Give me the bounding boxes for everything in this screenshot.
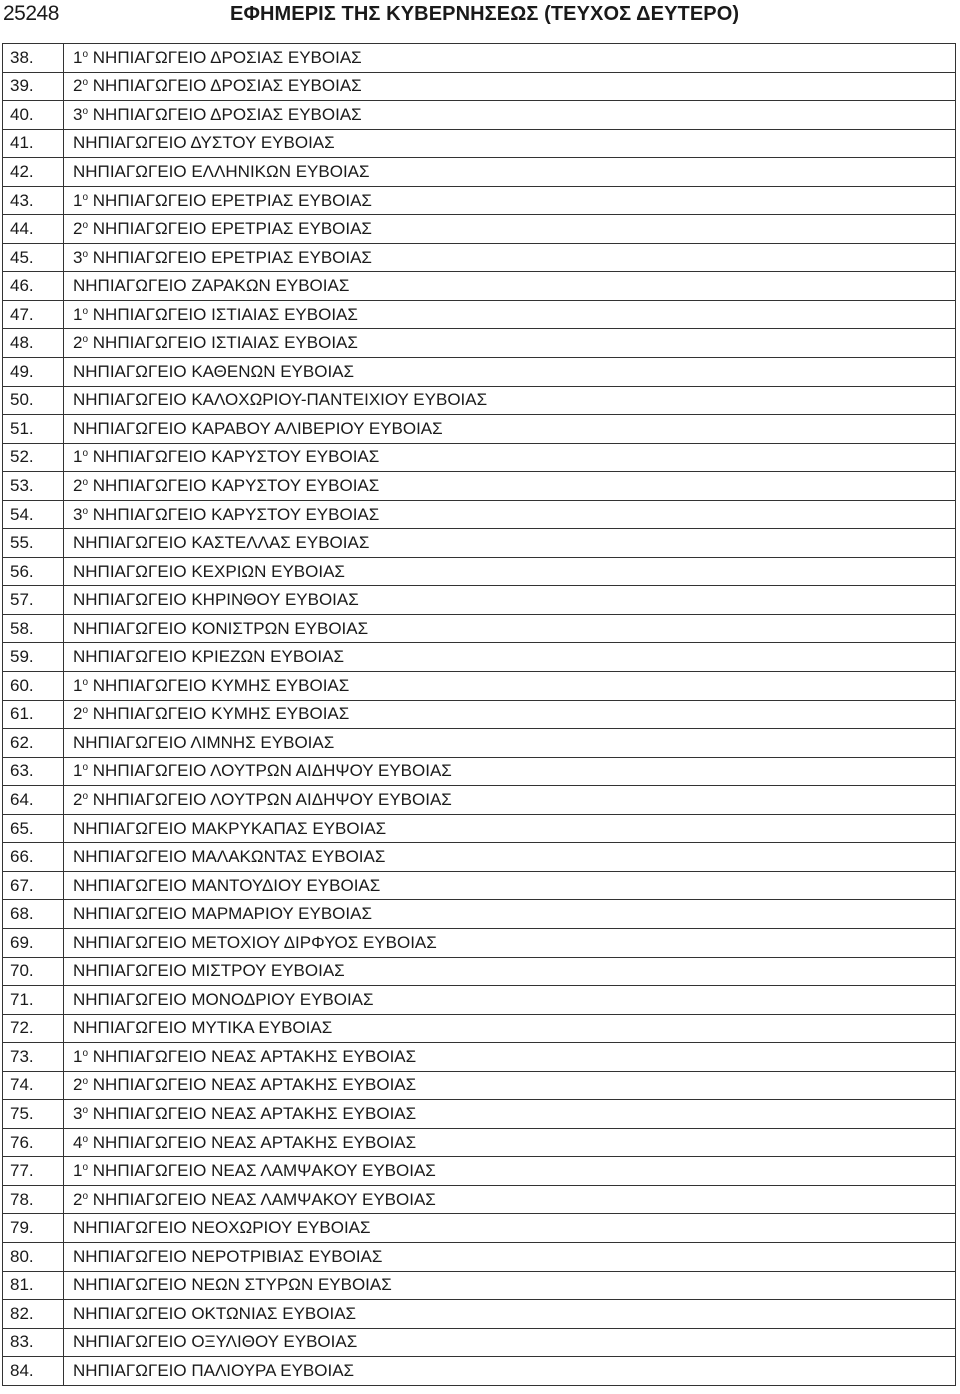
school-name: ΝΗΠΙΑΓΩΓΕΙΟ ΜΙΣΤΡΟΥ ΕΥΒΟΙΑΣ [73,961,345,981]
school-name: ΝΗΠΙΑΓΩΓΕΙΟ ΛΙΜΝΗΣ ΕΥΒΟΙΑΣ [73,732,335,752]
row-number: 64. [3,786,64,815]
school-name-cell [64,1300,956,1329]
row-number: 46. [3,272,64,301]
row-number: 47. [3,300,64,329]
school-name: ΝΗΠΙΑΓΩΓΕΙΟ ΝΕΑΣ ΑΡΤΑΚΗΣ ΕΥΒΟΙΑΣ [92,1104,417,1123]
school-name: ΝΗΠΙΑΓΩΓΕΙΟ ΜΑΝΤΟΥΔΙΟΥ ΕΥΒΟΙΑΣ [73,875,381,895]
school-name-cell [64,786,956,815]
row-number: 41. [3,129,64,158]
ordinal-number: 1 [73,190,83,210]
row-number: 55. [3,529,64,558]
school-name-cell [64,72,956,101]
ordinal-suffix: ο [82,77,89,89]
ordinal-suffix: ο [82,762,89,774]
table-row [3,871,956,900]
table-row [3,529,956,558]
school-name: ΝΗΠΙΑΓΩΓΕΙΟ ΚΕΧΡΙΩΝ ΕΥΒΟΙΑΣ [73,561,345,581]
table-row [3,1157,956,1186]
ordinal-suffix: ο [82,48,89,60]
table-row [3,272,956,301]
row-number: 44. [3,215,64,244]
school-name: ΝΗΠΙΑΓΩΓΕΙΟ ΚΑΡΥΣΤΟΥ ΕΥΒΟΙΑΣ [92,447,380,467]
school-name-cell [64,1100,956,1129]
table-row [3,1271,956,1300]
table-row [3,1300,956,1329]
school-name: ΝΗΠΙΑΓΩΓΕΙΟ ΔΡΟΣΙΑΣ ΕΥΒΟΙΑΣ [92,104,362,124]
school-name: ΝΗΠΙΑΓΩΓΕΙΟ ΜΥΤΙΚΑ ΕΥΒΟΙΑΣ [73,1018,333,1038]
table-row [3,1043,956,1072]
school-name: ΝΗΠΙΑΓΩΓΕΙΟ ΜΑΡΜΑΡΙΟΥ ΕΥΒΟΙΑΣ [73,904,372,924]
school-name: ΝΗΠΙΑΓΩΓΕΙΟ ΚΥΜΗΣ ΕΥΒΟΙΑΣ [92,704,350,724]
table-row [3,643,956,672]
school-name: ΝΗΠΙΑΓΩΓΕΙΟ ΜΑΚΡΥΚΑΠΑΣ ΕΥΒΟΙΑΣ [73,818,387,838]
row-number: 61. [3,700,64,729]
ordinal-number: 1 [73,1046,83,1066]
school-name-cell [64,614,956,643]
row-number: 70. [3,957,64,986]
table-row [3,386,956,415]
table-row [3,358,956,387]
ordinal-number: 1 [73,761,83,781]
row-number: 74. [3,1071,64,1100]
ordinal-number: 1 [73,675,83,695]
school-name-cell [64,586,956,615]
row-number: 42. [3,158,64,187]
ordinal-number: 3 [73,247,83,267]
school-name-cell [64,557,956,586]
row-number: 67. [3,871,64,900]
school-name: ΝΗΠΙΑΓΩΓΕΙΟ ΠΑΛΙΟΥΡΑ ΕΥΒΟΙΑΣ [73,1360,355,1380]
row-number: 45. [3,243,64,272]
ordinal-number: 2 [73,789,83,809]
school-name: ΝΗΠΙΑΓΩΓΕΙΟ ΝΕΡΟΤΡΙΒΙΑΣ ΕΥΒΟΙΑΣ [73,1246,383,1266]
table-row [3,614,956,643]
row-number: 59. [3,643,64,672]
school-name-cell [64,1214,956,1243]
table-row [3,1100,956,1129]
table-row [3,158,956,187]
school-name: ΝΗΠΙΑΓΩΓΕΙΟ ΕΡΕΤΡΙΑΣ ΕΥΒΟΙΑΣ [92,247,372,267]
school-name: ΝΗΠΙΑΓΩΓΕΙΟ ΜΑΛΑΚΩΝΤΑΣ ΕΥΒΟΙΑΣ [73,847,386,867]
school-name-cell [64,1328,956,1357]
school-name-cell [64,358,956,387]
school-name: ΝΗΠΙΑΓΩΓΕΙΟ ΙΣΤΙΑΙΑΣ ΕΥΒΟΙΑΣ [92,333,358,353]
school-list-table [2,43,956,1386]
table-row [3,1071,956,1100]
row-number: 69. [3,928,64,957]
ordinal-suffix: ο [82,1162,89,1174]
page-header [0,0,960,36]
school-name-cell [64,300,956,329]
school-name: ΝΗΠΙΑΓΩΓΕΙΟ ΔΡΟΣΙΑΣ ΕΥΒΟΙΑΣ [92,47,362,67]
ordinal-number: 2 [73,1189,83,1209]
ordinal-suffix: ο [82,1076,89,1088]
school-name-cell [64,500,956,529]
row-number: 52. [3,443,64,472]
school-name-cell [64,472,956,501]
ordinal-number: 3 [73,104,83,124]
school-name: ΝΗΠΙΑΓΩΓΕΙΟ ΚΥΜΗΣ ΕΥΒΟΙΑΣ [92,675,350,695]
table-row [3,443,956,472]
school-name: ΝΗΠΙΑΓΩΓΕΙΟ ΚΑΣΤΕΛΛΑΣ ΕΥΒΟΙΑΣ [73,533,370,553]
ordinal-number: 1 [73,1161,83,1181]
ordinal-number: 4 [73,1132,83,1152]
school-name-cell [64,729,956,758]
table-row [3,700,956,729]
table-row [3,44,956,73]
school-name-cell [64,928,956,957]
school-name: ΝΗΠΙΑΓΩΓΕΙΟ ΕΛΛΗΝΙΚΩΝ ΕΥΒΟΙΑΣ [73,161,370,181]
school-name-cell [64,1043,956,1072]
row-number: 49. [3,358,64,387]
school-name-cell [64,101,956,130]
school-name: ΝΗΠΙΑΓΩΓΕΙΟ ΜΕΤΟΧΙΟΥ ΔΙΡΦΥΟΣ ΕΥΒΟΙΑΣ [73,932,437,952]
row-number: 50. [3,386,64,415]
school-name: ΝΗΠΙΑΓΩΓΕΙΟ ΜΟΝΟΔΡΙΟΥ ΕΥΒΟΙΑΣ [73,989,374,1009]
school-name: ΝΗΠΙΑΓΩΓΕΙΟ ΕΡΕΤΡΙΑΣ ΕΥΒΟΙΑΣ [92,219,372,239]
row-number: 63. [3,757,64,786]
table-row [3,1014,956,1043]
table-row [3,243,956,272]
row-number: 62. [3,729,64,758]
school-name: ΝΗΠΙΑΓΩΓΕΙΟ ΟΞΥΛΙΘΟΥ ΕΥΒΟΙΑΣ [73,1332,358,1352]
ordinal-suffix: ο [82,705,89,717]
school-name-cell [64,272,956,301]
school-name: ΝΗΠΙΑΓΩΓΕΙΟ ΝΕΑΣ ΑΡΤΑΚΗΣ ΕΥΒΟΙΑΣ [92,1046,417,1066]
school-name: ΝΗΠΙΑΓΩΓΕΙΟ ΟΚΤΩΝΙΑΣ ΕΥΒΟΙΑΣ [73,1303,357,1323]
ordinal-number: 2 [73,1075,83,1095]
table-row [3,1128,956,1157]
row-number: 73. [3,1043,64,1072]
table-row [3,101,956,130]
ordinal-number: 1 [73,447,83,467]
school-name-cell [64,957,956,986]
ordinal-number: 1 [73,47,83,67]
table-row [3,814,956,843]
row-number: 57. [3,586,64,615]
school-name-cell [64,900,956,929]
row-number: 65. [3,814,64,843]
school-name: ΝΗΠΙΑΓΩΓΕΙΟ ΚΑΡΥΣΤΟΥ ΕΥΒΟΙΑΣ [92,475,380,495]
table-row [3,672,956,701]
school-name-cell [64,243,956,272]
school-name-cell [64,1357,956,1386]
ordinal-number: 2 [73,475,83,495]
school-name-cell [64,643,956,672]
school-name: ΝΗΠΙΑΓΩΓΕΙΟ ΝΕΟΧΩΡΙΟΥ ΕΥΒΟΙΑΣ [73,1218,371,1238]
gazette-title: ΕΦΗΜΕΡΙΣ ΤΗΣ ΚΥΒΕΡΝΗΣΕΩΣ (ΤΕΥΧΟΣ ΔΕΥΤΕΡΟ) [230,3,740,25]
ordinal-suffix: ο [82,105,89,117]
table-row [3,300,956,329]
table-row [3,786,956,815]
ordinal-suffix: ο [82,476,89,488]
school-name-cell [64,672,956,701]
ordinal-suffix: ο [82,505,89,517]
row-number: 78. [3,1185,64,1214]
row-number: 39. [3,72,64,101]
school-name: ΝΗΠΙΑΓΩΓΕΙΟ ΙΣΤΙΑΙΑΣ ΕΥΒΟΙΑΣ [92,304,358,324]
school-name: ΝΗΠΙΑΓΩΓΕΙΟ ΔΥΣΤΟΥ ΕΥΒΟΙΑΣ [73,133,335,153]
school-name-cell [64,1128,956,1157]
school-name-cell [64,1014,956,1043]
ordinal-suffix: ο [82,220,89,232]
ordinal-number: 2 [73,333,83,353]
table-row [3,1328,956,1357]
ordinal-suffix: ο [82,1047,89,1059]
row-number: 71. [3,986,64,1015]
school-name-cell [64,1157,956,1186]
school-name-cell [64,814,956,843]
page-number: 25248 [3,2,59,25]
school-name: ΝΗΠΙΑΓΩΓΕΙΟ ΝΕΩΝ ΣΤΥΡΩΝ ΕΥΒΟΙΑΣ [73,1275,392,1295]
row-number: 79. [3,1214,64,1243]
school-name: ΝΗΠΙΑΓΩΓΕΙΟ ΚΑΡΑΒΟΥ ΑΛΙΒΕΡΙΟΥ ΕΥΒΟΙΑΣ [73,418,443,438]
ordinal-suffix: ο [82,248,89,260]
table-row [3,129,956,158]
row-number: 77. [3,1157,64,1186]
school-name: ΝΗΠΙΑΓΩΓΕΙΟ ΚΟΝΙΣΤΡΩΝ ΕΥΒΟΙΑΣ [73,618,369,638]
table-row [3,1357,956,1386]
row-number: 66. [3,843,64,872]
school-name-cell [64,386,956,415]
school-name: ΝΗΠΙΑΓΩΓΕΙΟ ΕΡΕΤΡΙΑΣ ΕΥΒΟΙΑΣ [92,190,372,210]
school-name-cell [64,158,956,187]
table-row [3,557,956,586]
school-name-cell [64,843,956,872]
school-name-cell [64,1071,956,1100]
school-name-cell [64,1242,956,1271]
row-number: 53. [3,472,64,501]
ordinal-number: 2 [73,704,83,724]
ordinal-suffix: ο [82,1190,89,1202]
school-name-cell [64,443,956,472]
school-name-cell [64,986,956,1015]
school-name-cell [64,44,956,73]
row-number: 60. [3,672,64,701]
school-name: ΝΗΠΙΑΓΩΓΕΙΟ ΚΑΛΟΧΩΡΙΟΥ-ΠΑΝΤΕΙΧΙΟΥ ΕΥΒΟΙΑΣ [73,390,488,410]
school-name-cell [64,329,956,358]
ordinal-suffix: ο [82,305,89,317]
row-number: 75. [3,1100,64,1129]
table-row [3,215,956,244]
row-number: 82. [3,1300,64,1329]
school-name: ΝΗΠΙΑΓΩΓΕΙΟ ΚΑΘΕΝΩΝ ΕΥΒΟΙΑΣ [73,361,355,381]
school-name-cell [64,1185,956,1214]
school-name-cell [64,529,956,558]
school-name: ΝΗΠΙΑΓΩΓΕΙΟ ΚΗΡΙΝΘΟΥ ΕΥΒΟΙΑΣ [73,590,359,610]
school-name-cell [64,1271,956,1300]
row-number: 38. [3,44,64,73]
row-number: 40. [3,101,64,130]
school-name-cell [64,186,956,215]
ordinal-suffix: ο [82,676,89,688]
row-number: 43. [3,186,64,215]
row-number: 51. [3,415,64,444]
table-row [3,1185,956,1214]
row-number: 58. [3,614,64,643]
row-number: 76. [3,1128,64,1157]
row-number: 68. [3,900,64,929]
ordinal-number: 2 [73,76,83,96]
table-row [3,729,956,758]
table-row [3,957,956,986]
row-number: 83. [3,1328,64,1357]
ordinal-suffix: ο [82,790,89,802]
school-name-cell [64,415,956,444]
ordinal-number: 1 [73,304,83,324]
row-number: 84. [3,1357,64,1386]
row-number: 56. [3,557,64,586]
table-row [3,329,956,358]
ordinal-number: 3 [73,504,83,524]
row-number: 54. [3,500,64,529]
table-row [3,472,956,501]
school-name: ΝΗΠΙΑΓΩΓΕΙΟ ΝΕΑΣ ΛΑΜΨΑΚΟΥ ΕΥΒΟΙΑΣ [92,1189,436,1209]
school-name: ΝΗΠΙΑΓΩΓΕΙΟ ΝΕΑΣ ΑΡΤΑΚΗΣ ΕΥΒΟΙΑΣ [92,1075,417,1095]
school-name-cell [64,700,956,729]
row-number: 72. [3,1014,64,1043]
ordinal-suffix: ο [82,1133,89,1145]
table-row [3,500,956,529]
ordinal-suffix: ο [82,334,89,346]
school-name: ΝΗΠΙΑΓΩΓΕΙΟ ΛΟΥΤΡΩΝ ΑΙΔΗΨΟΥ ΕΥΒΟΙΑΣ [92,761,452,781]
school-name: ΝΗΠΙΑΓΩΓΕΙΟ ΚΡΙΕΖΩΝ ΕΥΒΟΙΑΣ [73,647,344,667]
table-row [3,900,956,929]
table-row [3,843,956,872]
row-number: 80. [3,1242,64,1271]
table-row [3,986,956,1015]
school-name: ΝΗΠΙΑΓΩΓΕΙΟ ΔΡΟΣΙΑΣ ΕΥΒΟΙΑΣ [92,76,362,96]
school-name: ΝΗΠΙΑΓΩΓΕΙΟ ΝΕΑΣ ΛΑΜΨΑΚΟΥ ΕΥΒΟΙΑΣ [92,1161,436,1181]
table-row [3,1242,956,1271]
table-row [3,757,956,786]
table-row [3,186,956,215]
school-name-cell [64,215,956,244]
row-number: 48. [3,329,64,358]
table-row [3,1214,956,1243]
school-name-cell [64,871,956,900]
ordinal-suffix: ο [82,448,89,460]
table-row [3,928,956,957]
table-row [3,72,956,101]
school-list-body [3,44,956,1386]
ordinal-number: 2 [73,219,83,239]
row-number: 81. [3,1271,64,1300]
ordinal-number: 3 [73,1104,83,1123]
school-name-cell [64,757,956,786]
ordinal-suffix: ο [82,191,89,203]
ordinal-suffix: ο [82,1105,89,1116]
table-row [3,586,956,615]
table-row [3,415,956,444]
school-name: ΝΗΠΙΑΓΩΓΕΙΟ ΛΟΥΤΡΩΝ ΑΙΔΗΨΟΥ ΕΥΒΟΙΑΣ [92,789,452,809]
school-name: ΝΗΠΙΑΓΩΓΕΙΟ ΖΑΡΑΚΩΝ ΕΥΒΟΙΑΣ [73,276,350,296]
school-name: ΝΗΠΙΑΓΩΓΕΙΟ ΝΕΑΣ ΑΡΤΑΚΗΣ ΕΥΒΟΙΑΣ [92,1132,417,1152]
school-name: ΝΗΠΙΑΓΩΓΕΙΟ ΚΑΡΥΣΤΟΥ ΕΥΒΟΙΑΣ [92,504,380,524]
school-name-cell [64,129,956,158]
